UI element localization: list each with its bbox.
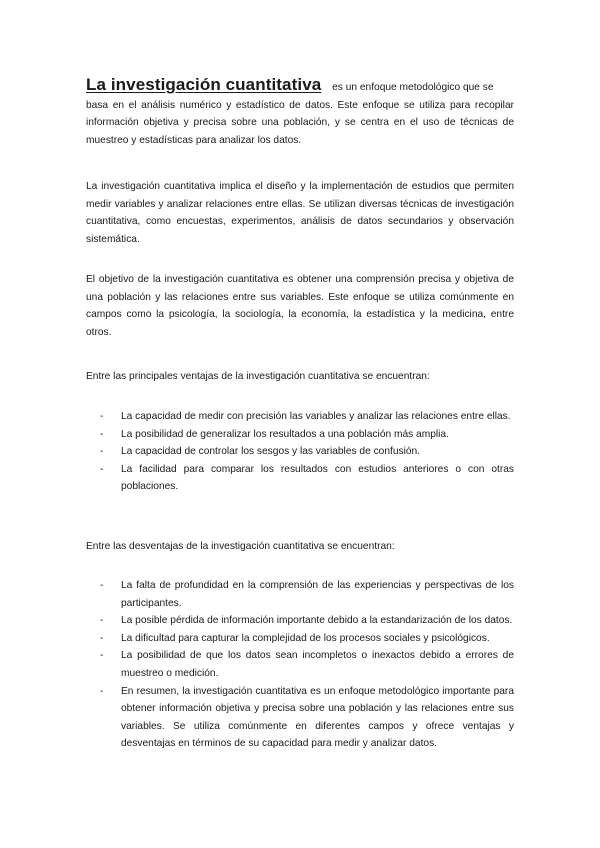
bullet-dash: - — [100, 650, 104, 662]
bullet-dash: - — [100, 446, 104, 458]
document-title: La investigación cuantitativa — [86, 75, 322, 94]
list-item-text: La capacidad de medir con precisión las variables y analizar las relaciones entre ellas. — [121, 411, 511, 422]
bullet-dash: - — [100, 411, 104, 422]
intro-first-line: es un enfoque metodológico que se — [332, 82, 494, 93]
list-item-text: En resumen, la investigación cuantitativa es un enfoque metodológico importante para obtener información objetiva y precisa sobre una población y las relaciones entre sus variables. Se utiliza comúnmente en diferentes campos y ofrece ventajas y desventajas en términos de su capacidad para medir y analizar datos. — [121, 685, 514, 750]
list-item-text: La capacidad de controlar los sesgos y las variables de confusión. — [121, 446, 421, 458]
list-item — [100, 443, 514, 461]
list-item-text: La posible pérdida de información importante debido a la estandarización de los datos. — [121, 615, 513, 627]
list-item-text: La dificultad para capturar la complejidad de los procesos sociales y psicológicos. — [121, 632, 490, 644]
list-item — [100, 426, 514, 444]
paragraph-design: La investigación cuantitativa implica el diseño y la implementación de estudios que permiten medir variables y analizar relaciones entre ellas. Se utilizan diversas técnicas de investigación cuantitativa, como encuestas, experimentos, análisis de datos secundarios y observación sistemática. — [86, 181, 514, 245]
disadvantages-list — [100, 577, 514, 753]
list-item — [100, 647, 514, 682]
paragraph-objective: El objetivo de la investigación cuantitativa es obtener una comprensión precisa y objetiva de una población y las relaciones entre sus variables. Este enfoque se utiliza comúnmente en campos como la psicología, la sociología, la economía, la estadística y la medicina, entre otros. — [86, 274, 514, 338]
bullet-dash: - — [100, 632, 104, 644]
list-item-text: La falta de profundidad en la comprensión de las experiencias y perspectivas de los participantes. — [121, 580, 514, 609]
bullet-dash: - — [100, 428, 104, 440]
bullet-dash: - — [100, 615, 104, 627]
advantages-list — [100, 408, 514, 496]
list-item-text: La facilidad para comparar los resultados con estudios anteriores o con otras poblaciones. — [121, 463, 514, 493]
disadvantages-heading: Entre las desventajas de la investigación cuantitativa se encuentran: — [86, 541, 395, 552]
list-item — [100, 408, 514, 426]
bullet-dash: - — [100, 685, 104, 697]
list-item — [100, 683, 514, 753]
list-item-text: La posibilidad de que los datos sean incompletos o inexactos debido a errores de muestreo o medición. — [121, 650, 514, 679]
list-item — [100, 577, 514, 612]
list-item-text: La posibilidad de generalizar los resultados a una población más amplia. — [121, 428, 449, 440]
bullet-dash: - — [100, 580, 104, 591]
list-item — [100, 630, 514, 648]
intro-paragraph — [86, 76, 514, 149]
list-item — [100, 612, 514, 630]
list-item — [100, 461, 514, 496]
bullet-dash: - — [100, 463, 104, 475]
advantages-heading: Entre las principales ventajas de la investigación cuantitativa se encuentran: — [86, 371, 430, 382]
title-line — [86, 76, 514, 97]
intro-rest: basa en el análisis numérico y estadístico de datos. Este enfoque se utiliza para recopilar información objetiva y precisa sobre una población, y se centra en el uso de técnicas de muestreo y estadísticas para analizar los datos. — [86, 99, 514, 146]
